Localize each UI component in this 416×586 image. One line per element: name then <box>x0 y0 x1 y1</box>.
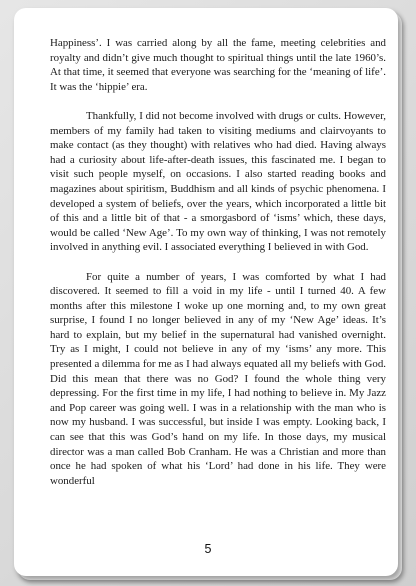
page-number: 5 <box>204 542 212 556</box>
paragraph-2: Thankfully, I did not become involved with drugs or cults. However, members of my family had taken to visiting mediums and clairvoyants to make contact (as they thought) with relatives who had died. Having always had a curiosity about life-after-death issues, this fascinated me. I began to visit such people myself, on occasions. I also started reading books and magazines about spiritism, Buddhism and all kinds of psychic phenomena. I developed a system of beliefs, over the years, which incorporated a little bit of this and a little bit of that - a smorgasbord of ‘isms’ which, these days, would be called ‘New Age’. To my own way of thinking, I was not remotely involved in anything evil. I associated everything I believed in with God. <box>50 109 386 254</box>
paragraph-1: Happiness’. I was carried along by all the fame, meeting celebrities and royalty and didn’t give much thought to spiritual things until the late 1960’s. At that time, it seemed that everyone was searching for the ‘meaning of life’. It was the ‘hippie’ era. <box>50 37 386 93</box>
page-body-text <box>50 36 386 503</box>
paragraph-3: For quite a number of years, I was comforted by what I had discovered. It seemed to fill a void in my life - until I turned 40. A few months after this milestone I woke up one morning and, to my own great surprise, I found I no longer believed in any of my ‘New Age’ ideas. It’s hard to explain, but my belief in the supernatural had vanished overnight. Try as I might, I could not believe in any of my ‘isms’ any more. This presented a dilemma for me as I had always equated all my beliefs with God. Did this mean that there was no God? I found the whole thing very depressing. For the first time in my life, I had nothing to believe in. My Jazz and Pop career was going well. I was in a relationship with the man who is now my husband. I was successful, but inside I was empty. Looking back, I can see that this was God’s hand on my life. In those days, my musical director was a man called Bob Cranham. He was a Christian and more than once he had spoken of what his ‘Lord’ had done in his life. They were wonderful <box>50 270 386 487</box>
